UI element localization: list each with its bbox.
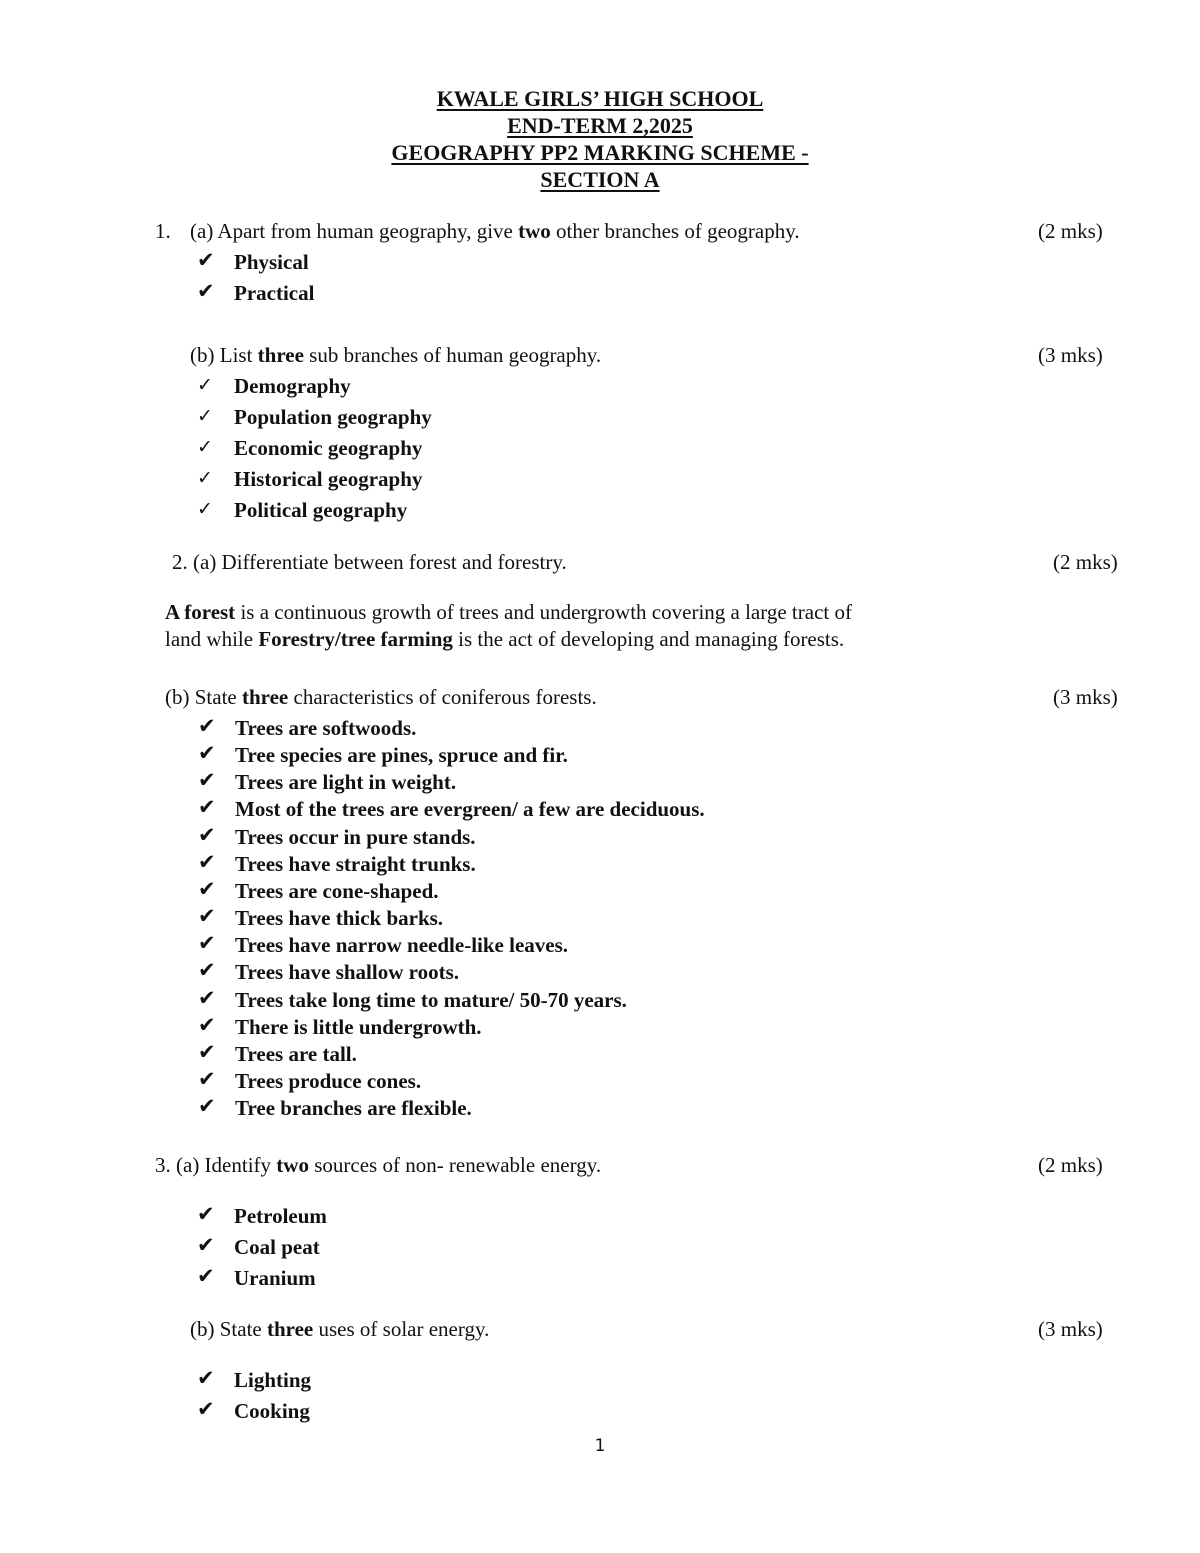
- exam-term: END-TERM 2,2025: [507, 113, 693, 138]
- q2b-answer: ✔ Trees are softwoods.: [198, 714, 417, 740]
- check-icon: ✔: [197, 1202, 215, 1226]
- q3b-question: (b) State three uses of solar energy.: [190, 1317, 490, 1341]
- q1b-answer: ✓ Economic geography: [197, 436, 423, 460]
- q3a-answer: ✔ Coal peat: [197, 1233, 320, 1259]
- check-icon: ✔: [197, 1366, 215, 1390]
- q1b-answer: ✓ Historical geography: [197, 467, 423, 491]
- q1a-question: (a) Apart from human geography, give two other branches of geography.: [190, 219, 800, 243]
- check-icon: ✔: [198, 1094, 216, 1118]
- q2b-answer: ✔ Tree species are pines, spruce and fir.: [198, 741, 568, 767]
- check-icon: ✔: [198, 850, 216, 874]
- q1b-answer: ✓ Political geography: [197, 498, 408, 522]
- q2b-answer: ✔ Trees are light in weight.: [198, 768, 457, 794]
- q1a-marks: (2 mks): [1038, 219, 1103, 243]
- q3a-answer: ✔ Uranium: [197, 1264, 316, 1290]
- check-icon: ✔: [198, 823, 216, 847]
- q1a-answer: ✔ Physical: [197, 248, 309, 274]
- q3b-answer: ✔ Cooking: [197, 1397, 310, 1423]
- page-number: 1: [594, 1436, 606, 1456]
- check-icon: ✔: [198, 1040, 216, 1064]
- q3a-marks: (2 mks): [1038, 1153, 1103, 1177]
- check-icon: ✔: [198, 741, 216, 765]
- q2b-answer: ✔ Trees occur in pure stands.: [198, 823, 476, 849]
- check-icon: ✓: [197, 374, 213, 396]
- check-icon: ✔: [197, 248, 215, 272]
- q2b-answer: ✔ Trees have narrow needle-like leaves.: [198, 931, 569, 957]
- q2b-answer: ✔ Tree branches are flexible.: [198, 1094, 472, 1120]
- check-icon: ✔: [198, 986, 216, 1010]
- q2a-answer-line1: A forest is a continuous growth of trees and undergrowth covering a large tract of: [165, 600, 852, 624]
- check-icon: ✔: [198, 1067, 216, 1091]
- q2b-answer: ✔ Trees produce cones.: [198, 1067, 422, 1093]
- check-icon: ✔: [198, 795, 216, 819]
- q2b-answer: ✔ Trees have shallow roots.: [198, 958, 459, 984]
- q2b-answer: ✔ Trees are tall.: [198, 1040, 357, 1066]
- check-icon: ✓: [197, 405, 213, 427]
- check-icon: ✔: [197, 1233, 215, 1257]
- check-icon: ✔: [198, 714, 216, 738]
- section-title: SECTION A: [540, 167, 660, 192]
- q2b-answer: ✔ There is little undergrowth.: [198, 1013, 482, 1039]
- check-icon: ✔: [198, 958, 216, 982]
- check-icon: ✔: [198, 768, 216, 792]
- q2b-answer: ✔ Trees take long time to mature/ 50-70 years.: [198, 986, 627, 1012]
- q2a-answer-line2: land while Forestry/tree farming is the act of developing and managing forests.: [165, 627, 845, 651]
- check-icon: ✓: [197, 436, 213, 458]
- q3a-answer: ✔ Petroleum: [197, 1202, 327, 1228]
- q1a-answer: ✔ Practical: [197, 279, 315, 305]
- q2b-answer: ✔ Trees have thick barks.: [198, 904, 444, 930]
- q1b-marks: (3 mks): [1038, 343, 1103, 367]
- paper-title: GEOGRAPHY PP2 MARKING SCHEME -: [391, 140, 809, 165]
- q2b-answer: ✔ Most of the trees are evergreen/ a few are deciduous.: [198, 795, 705, 821]
- q3b-marks: (3 mks): [1038, 1317, 1103, 1341]
- q1b-question: (b) List three sub branches of human geography.: [190, 343, 602, 367]
- q2b-question: (b) State three characteristics of coniferous forests.: [165, 685, 597, 709]
- q1-number: 1.: [155, 219, 171, 243]
- check-icon: ✔: [198, 877, 216, 901]
- q1b-answer: ✓ Demography: [197, 374, 351, 398]
- check-icon: ✔: [198, 931, 216, 955]
- check-icon: ✓: [197, 498, 213, 520]
- check-icon: ✔: [198, 1013, 216, 1037]
- q2a-marks: (2 mks): [1053, 550, 1118, 574]
- check-icon: ✔: [198, 904, 216, 928]
- q2b-marks: (3 mks): [1053, 685, 1118, 709]
- check-icon: ✔: [197, 279, 215, 303]
- q3a-question: 3. (a) Identify two sources of non- renewable energy.: [155, 1153, 602, 1177]
- q2b-answer: ✔ Trees are cone-shaped.: [198, 877, 439, 903]
- q3b-answer: ✔ Lighting: [197, 1366, 312, 1392]
- check-icon: ✔: [197, 1264, 215, 1288]
- q2b-answer: ✔ Trees have straight trunks.: [198, 850, 476, 876]
- school-name: KWALE GIRLS’ HIGH SCHOOL: [436, 86, 764, 111]
- q2a-question: 2. (a) Differentiate between forest and forestry.: [172, 550, 567, 574]
- q1b-answer: ✓ Population geography: [197, 405, 432, 429]
- check-icon: ✔: [197, 1397, 215, 1421]
- check-icon: ✓: [197, 467, 213, 489]
